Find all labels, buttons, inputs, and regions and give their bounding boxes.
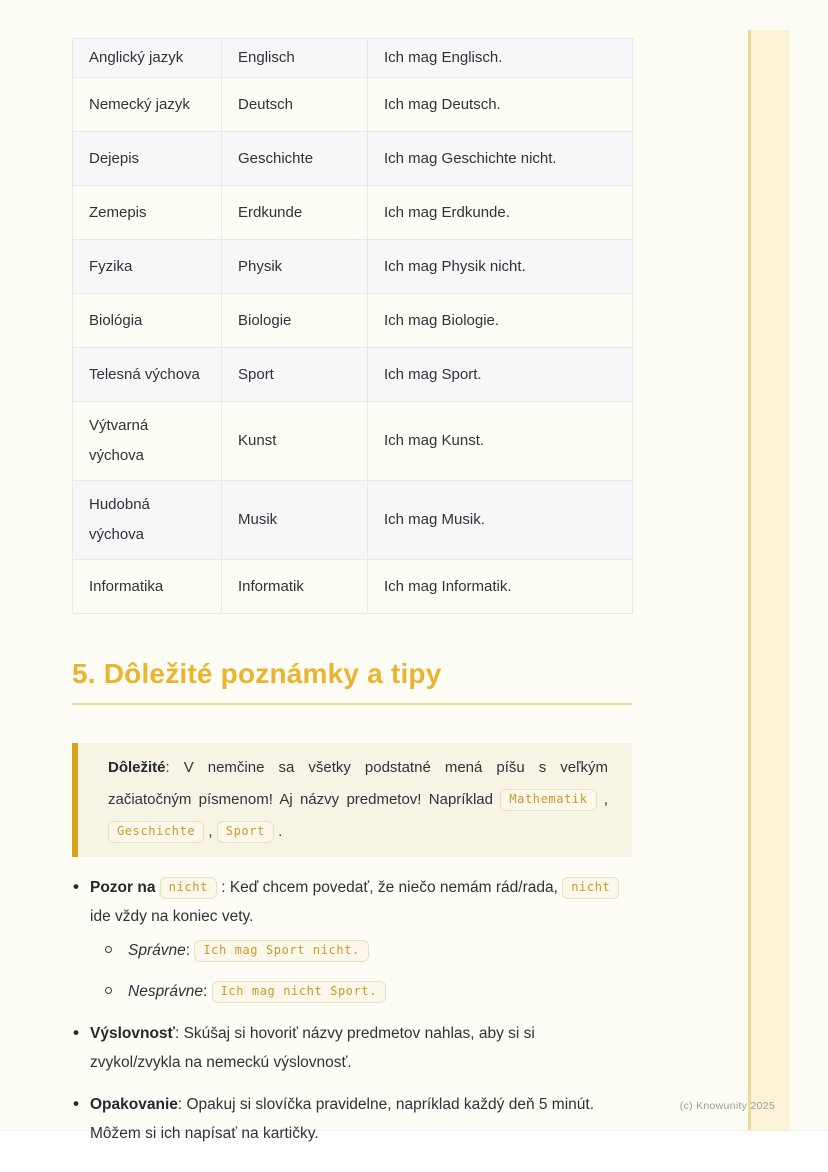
- table-cell-slovak: Hudobná výchova: [73, 481, 222, 560]
- table-cell-sentence: Ich mag Informatik.: [368, 560, 633, 614]
- table-cell-german: Informatik: [222, 560, 368, 614]
- copyright-footer: (c) Knowunity 2025: [679, 1100, 775, 1112]
- table-cell-sentence: Ich mag Physik nicht.: [368, 240, 633, 294]
- table-cell-sentence: Ich mag Erdkunde.: [368, 186, 633, 240]
- table-cell-german: Physik: [222, 240, 368, 294]
- table-row: [73, 132, 633, 186]
- tips-list: [72, 873, 672, 1148]
- table-cell-german: Kunst: [222, 402, 368, 481]
- code-chip-geschichte: Geschichte: [108, 821, 204, 843]
- code-chip-nicht: nicht: [562, 877, 619, 899]
- table-row: [73, 481, 633, 560]
- table-row: [73, 39, 633, 78]
- table-cell-german: Sport: [222, 348, 368, 402]
- code-chip-sport: Sport: [217, 821, 274, 843]
- bullet-line: zvykol/zvykla na nemeckú výslovnosť.: [90, 1054, 352, 1071]
- note-line: Geschichte , Sport .: [108, 816, 608, 848]
- table-cell-sentence: Ich mag Biologie.: [368, 294, 633, 348]
- code-chip-nicht: nicht: [160, 877, 217, 899]
- examples-sublist: [90, 937, 672, 1006]
- table-row: [73, 294, 633, 348]
- sub-bullet-correct: Správne: Ich mag Sport nicht.: [90, 937, 672, 965]
- bullet-opakovanie: [72, 1090, 672, 1148]
- table-row: [73, 78, 633, 132]
- bullet-pozor-na-nicht: [72, 873, 672, 1006]
- code-chip-mathematik: Mathematik: [500, 789, 596, 811]
- bullet-line: ide vždy na koniec vety.: [90, 908, 254, 925]
- table-cell-sentence: Ich mag Musik.: [368, 481, 633, 560]
- table-row: [73, 186, 633, 240]
- table-cell-german: Deutsch: [222, 78, 368, 132]
- table-row: [73, 402, 633, 481]
- table-cell-sentence: Ich mag Sport.: [368, 348, 633, 402]
- code-chip-example-correct: Ich mag Sport nicht.: [194, 940, 369, 962]
- table-cell-sentence: Ich mag Geschichte nicht.: [368, 132, 633, 186]
- table-cell-sentence: Ich mag Kunst.: [368, 402, 633, 481]
- table-cell-sentence: Ich mag Englisch.: [368, 39, 633, 78]
- table-cell-german: Englisch: [222, 39, 368, 78]
- table-cell-slovak: Zemepis: [73, 186, 222, 240]
- bullet-line: Môžem si ich napísať na kartičky.: [90, 1125, 319, 1142]
- sub-bullet-wrong: Nesprávne: Ich mag nicht Sport.: [90, 978, 672, 1006]
- table-row: [73, 348, 633, 402]
- table-cell-sentence: Ich mag Deutsch.: [368, 78, 633, 132]
- bullet-vyslovnost: [72, 1019, 672, 1077]
- bullet-line: • Výslovnosť: Skúšaj si hovoriť názvy predmetov nahlas, aby si si: [90, 1025, 535, 1042]
- table-cell-german: Biologie: [222, 294, 368, 348]
- table-cell-slovak: Dejepis: [73, 132, 222, 186]
- table-cell-slovak: Výtvarná výchova: [73, 402, 222, 481]
- page-edge-stripe: [748, 30, 790, 1130]
- table-cell-german: Geschichte: [222, 132, 368, 186]
- vocabulary-table: [72, 38, 633, 614]
- important-note-box: [72, 743, 632, 857]
- table-cell-slovak: Anglický jazyk: [73, 39, 222, 78]
- table-cell-slovak: Biológia: [73, 294, 222, 348]
- table-row: [73, 240, 633, 294]
- table-cell-slovak: Fyzika: [73, 240, 222, 294]
- note-line: začiatočným písmenom! Aj názvy predmetov! Napríklad Mathematik ,: [108, 784, 608, 816]
- section-heading: 5. Dôležité poznámky a tipy: [72, 658, 632, 705]
- table-cell-german: Musik: [222, 481, 368, 560]
- table-cell-german: Erdkunde: [222, 186, 368, 240]
- table-cell-slovak: Nemecký jazyk: [73, 78, 222, 132]
- bullet-line: • Opakovanie: Opakuj si slovíčka pravidelne, napríklad každý deň 5 minút.: [90, 1096, 595, 1113]
- table-cell-slovak: Informatika: [73, 560, 222, 614]
- note-label: Dôležité: [108, 759, 166, 776]
- page-content: [72, 38, 632, 1161]
- table-cell-slovak: Telesná výchova: [73, 348, 222, 402]
- code-chip-example-wrong: Ich mag nicht Sport.: [212, 981, 387, 1003]
- bullet-line: • Pozor na nicht : Keď chcem povedať, že niečo nemám rád/rada, nicht: [90, 873, 672, 902]
- note-line: Dôležité: V nemčine sa všetky podstatné mená píšu s veľkým: [108, 759, 608, 776]
- table-row: [73, 560, 633, 614]
